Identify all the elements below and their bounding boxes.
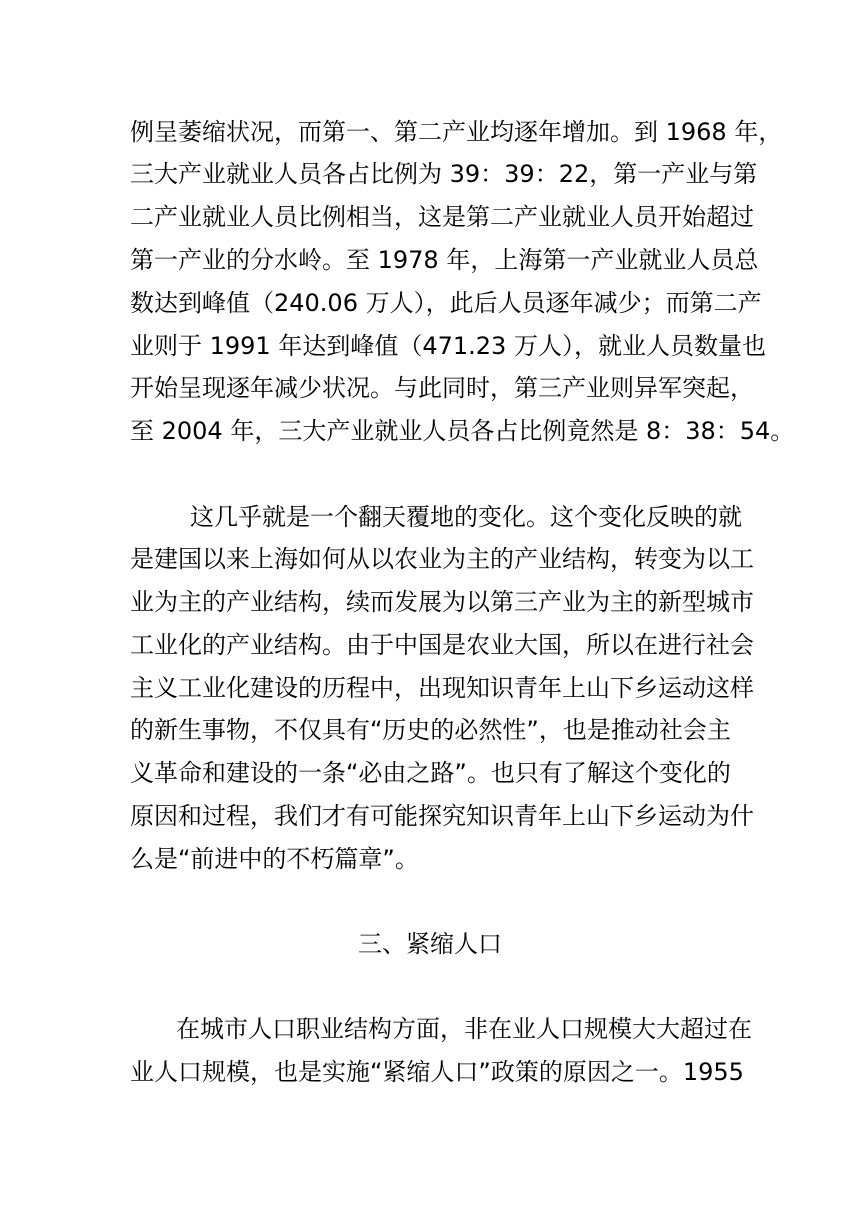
text-line: 第一产业的分水岭。至 1978 年，上海第一产业就业人员总 — [130, 246, 759, 274]
text-line: 二产业就业人员比例相当，这是第二产业就业人员开始超过 — [130, 203, 754, 231]
text-line: 业为主的产业结构，续而发展为以第三产业为主的新型城市 — [130, 588, 754, 616]
text-line: 原因和过程，我们才有可能探究知识青年上山下乡运动为什 — [130, 802, 754, 830]
text-line: 是建国以来上海如何从以农业为主的产业结构，转变为以工 — [130, 545, 754, 573]
text-line: 么是“前进中的不朽篇章”。 — [130, 845, 419, 873]
text-line: 在城市人口职业结构方面，非在业人口规模大大超过在 — [176, 1015, 752, 1043]
text-line: 的新生事物，不仅具有“历史的必然性”，也是推动社会主 — [130, 716, 731, 744]
text-line: 业则于 1991 年达到峰值（471.23 万人），就业人员数量也 — [130, 332, 766, 360]
text-line: 这几乎就是一个翻天覆地的变化。这个变化反映的就 — [190, 503, 742, 531]
text-line: 主义工业化建设的历程中，出现知识青年上山下乡运动这样 — [130, 674, 754, 702]
section-heading: 三、紧缩人口 — [358, 930, 502, 958]
text-line: 工业化的产业结构。由于中国是农业大国，所以在进行社会 — [130, 631, 754, 659]
text-line: 义革命和建设的一条“必由之路”。也只有了解这个变化的 — [130, 759, 731, 787]
text-line: 开始呈现逐年减少状况。与此同时，第三产业则异军突起， — [130, 374, 754, 402]
text-line: 三大产业就业人员各占比例为 39：39：22，第一产业与第 — [130, 160, 758, 188]
text-line: 业人口规模，也是实施“紧缩人口”政策的原因之一。1955 — [130, 1058, 744, 1086]
text-line: 至 2004 年，三大产业就业人员各占比例竟然是 8：38：54。 — [130, 417, 795, 445]
text-line: 数达到峰值（240.06 万人），此后人员逐年减少；而第二产 — [130, 289, 762, 317]
text-line: 例呈萎缩状况，而第一、第二产业均逐年增加。到 1968 年， — [130, 118, 783, 146]
